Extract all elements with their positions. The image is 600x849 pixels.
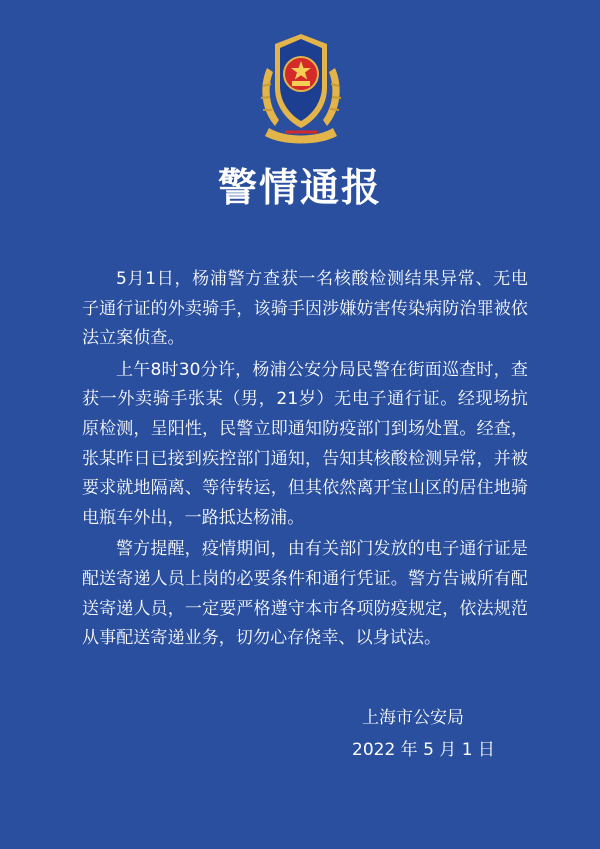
issuer-name: 上海市公安局 <box>362 708 464 728</box>
notice-paragraph: 警方提醒，疫情期间，由有关部门发放的电子通行证是配送寄递人员上岗的必要条件和通行凭证。警方告诫所有配送寄递人员，一定要严格遵守本市各项防疫规定，依法规范从事配送寄递业务，切勿心存侥幸、以身试法。 <box>82 539 528 649</box>
notice-title: 警情通报 <box>217 166 382 211</box>
notice-body <box>82 265 528 656</box>
issue-date: 2022 年 5 月 1 日 <box>352 740 495 760</box>
notice-paragraph: 5月1日，杨浦警方查获一名核酸检测结果异常、无电子通行证的外卖骑手，该骑手因涉嫌妨害传染病防治罪被依法立案侦查。 <box>82 269 528 349</box>
signature-block <box>352 703 512 765</box>
notice-paragraph: 上午8时30分许，杨浦公安分局民警在街面巡查时，查获一外卖骑手张某（男，21岁）无电子通行证。经现场抗原检测，呈阳性，民警立即通知防疫部门到场处置。经查，张某昨日已接到疾控部门通知，告知其核酸检测异常，并被要求就地隔离、等待转运，但其依然离开宝山区的居住地骑电瓶车外出，一路抵达杨浦。 <box>82 359 528 528</box>
police-badge-icon <box>255 28 347 146</box>
